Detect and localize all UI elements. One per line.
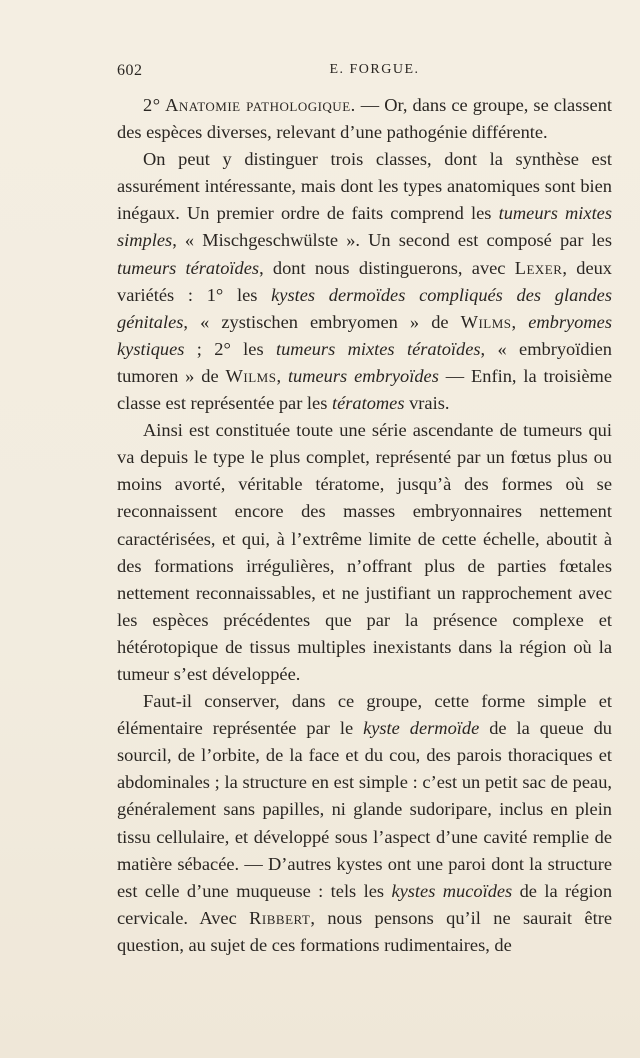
text-run: , « Mischgeschwülste ». Un second est composé par les	[172, 230, 612, 251]
italic-term: tumeurs mixtes simples	[117, 203, 612, 251]
paragraph-3: Ainsi est constituée toute une série ascendante de tumeurs qui va depuis le type le plus complet, représenté par un fœtus plus ou moins avorté, véritable tératome, jusqu’à des formes où se reconnaissent encore des masses embryonnaires nettement caractérisées, et qui, à l’extrême limite de cette échelle, aboutit à des formations irrégulières, n’offrant plus de parties fœtales nettement reconnaissables, et ne justifiant un rapprochement avec les espèces précédentes que par la présence complexe et hétérotopique de tissus multiples inexistants dans la région où la tumeur s’est développée.	[117, 420, 612, 684]
text-run: ,	[276, 365, 288, 386]
italic-term: kystes dermoïdes compliqués des glandes génitales	[117, 284, 612, 332]
author-name: Lexer	[514, 257, 563, 278]
text-run: , deux variétés : 1° les	[117, 257, 612, 305]
italic-term: tumeurs tératoïdes	[117, 257, 260, 278]
text-run: — Enfin, la troisième classe est représentée par les	[117, 365, 612, 414]
author-name: Ribbert	[249, 907, 311, 928]
paragraph-1	[117, 92, 612, 146]
italic-term: embryomes kystiques	[117, 311, 612, 359]
italic-term: tumeurs mixtes tératoïdes	[275, 338, 481, 359]
italic-term: kyste dermoïde	[363, 718, 480, 739]
page-number: 602	[117, 62, 143, 79]
running-head: E. FORGUE.	[329, 62, 420, 77]
text-run: , dont nous distinguerons, avec	[259, 257, 515, 278]
paragraph-2	[117, 146, 612, 417]
author-name: Wilms	[460, 311, 512, 332]
text-run: de la queue du sourcil, de l’orbite, de la face et du cou, des parois thoraciques et abdominales ; la structure en est simple : c’est un petit sac de peau, généralement sans papilles, ni glande sudoripare, inclus en plein tissu cellulaire, et développé sous l’aspect d’une cavité remplie de matière sébacée. — D’autres kystes ont une paroi dont la structure est celle d’une muqueuse : tels les	[117, 718, 612, 901]
text-run: vrais.	[404, 393, 450, 414]
text-run: ,	[511, 311, 529, 332]
author-name: Wilms	[225, 365, 277, 386]
italic-term: tumeurs embryoïdes	[287, 365, 439, 386]
body-text	[117, 92, 612, 959]
italic-term: tératomes	[331, 393, 405, 414]
text-run: , « embryoïdien tumoren » de	[117, 338, 612, 386]
section-heading: 2° Anatomie pathologique.	[143, 95, 356, 115]
paragraph-4	[117, 688, 612, 959]
page-header	[117, 62, 612, 88]
text-run: — Or, dans ce groupe, se classent des espèces diverses, relevant d’une pathogénie différente.	[117, 95, 612, 143]
text-run: Faut-il conserver, dans ce groupe, cette forme simple et élémentaire représentée par le	[117, 691, 612, 739]
text-run: de la région cervicale. Avec	[117, 880, 613, 928]
italic-term: kystes mucoïdes	[391, 880, 513, 901]
text-run: , « zystischen embryomen » de	[183, 311, 461, 332]
text-run: , nous pensons qu’il ne saurait être question, au sujet de ces formations rudimentaires, de	[117, 907, 612, 955]
text-run: ; 2° les	[184, 338, 276, 359]
text-run: On peut y distinguer trois classes, dont la synthèse est assurément intéressante, mais dont les types anatomiques sont bien inégaux. Un premier ordre de faits comprend les	[117, 149, 612, 224]
